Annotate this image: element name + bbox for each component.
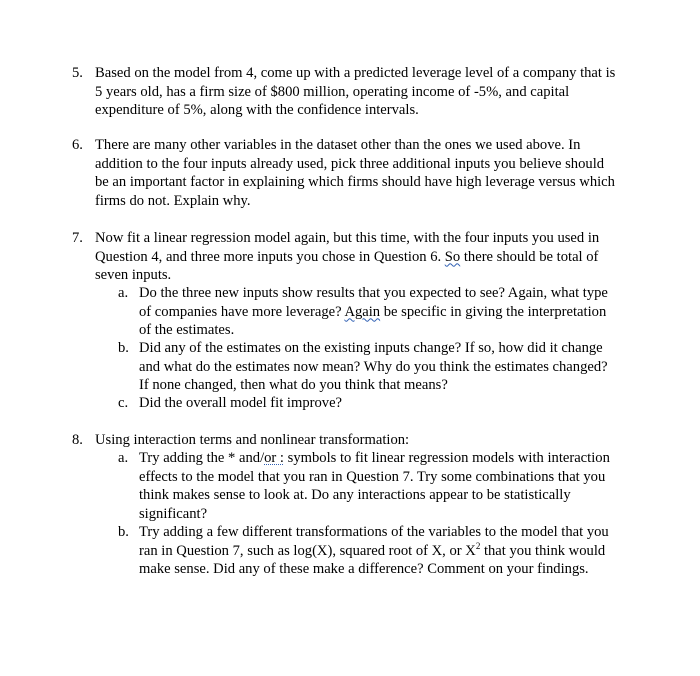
question-number: 7. <box>72 230 83 246</box>
spellcheck-underlined-word: So <box>444 248 461 265</box>
text-line: Do the three new inputs show results that you expected to see? Again, what type <box>139 285 608 301</box>
text-line <box>139 449 639 468</box>
text-line: of the estimates. <box>139 322 235 338</box>
text-line: be an important factor in explaining which firms should have high leverage versus which <box>95 174 615 190</box>
text-segment: Try adding the * and/ <box>139 450 265 466</box>
subquestion-label: c. <box>118 395 129 411</box>
subquestion-label: b. <box>118 524 129 540</box>
text-segment: Question 4, and three more inputs you chose in Question 6. <box>95 248 445 265</box>
text-line: Based on the model from 4, come up with a predicted leverage level of a company that is <box>95 65 616 81</box>
text-segment: ran in Question 7, such as log(X), squared root of X, or X <box>139 542 476 559</box>
text-line: 5 years old, has a firm size of $800 million, operating income of -5%, and capital <box>95 83 570 100</box>
subquestion-label: b. <box>118 340 129 356</box>
text-line: Try adding a few different transformations of the variables to the model that you <box>139 524 609 540</box>
superscript: 2 <box>475 540 481 551</box>
subquestion-label: a. <box>118 450 129 466</box>
text-segment: there should be total of <box>460 248 599 265</box>
spellcheck-underlined-word: Again <box>344 303 381 320</box>
text-line: Now fit a linear regression model again, but this time, with the four inputs you used in <box>95 230 600 246</box>
text-line: think makes sense to look at. Do any interactions appear to be statistically <box>139 487 571 503</box>
text-line: make sense. Did any of these make a difference? Comment on your findings. <box>139 561 589 577</box>
question-text <box>95 229 635 285</box>
subquestion-text <box>139 339 639 395</box>
question-number: 8. <box>72 432 83 448</box>
question-number: 5. <box>72 65 83 81</box>
question-text <box>95 64 635 120</box>
text-line: effects to the model that you ran in Question 7. Try some combinations that you <box>139 468 606 485</box>
text-line: seven inputs. <box>95 267 172 283</box>
subquestion-label: a. <box>118 285 129 301</box>
spellcheck-underlined-word: or : <box>264 450 284 466</box>
subquestion-text <box>139 523 639 579</box>
text-line: addition to the four inputs already used, pick three additional inputs you believe should <box>95 155 605 172</box>
text-line: firms do not. Explain why. <box>95 192 251 209</box>
subquestion-text <box>139 284 639 340</box>
subquestion-text <box>139 449 639 523</box>
text-line: There are many other variables in the dataset other than the ones we used above. In <box>95 137 581 153</box>
text-line: If none changed, then what do you think that means? <box>139 377 448 393</box>
text-line <box>139 542 639 561</box>
question-text <box>95 431 635 450</box>
text-line <box>139 303 639 322</box>
text-line: and what do the estimates now mean? Why do you think the estimates changed? <box>139 358 608 375</box>
text-line: expenditure of 5%, along with the confidence intervals. <box>95 102 419 118</box>
text-segment: symbols to fit linear regression models with interaction <box>284 450 610 466</box>
text-line: Did any of the estimates on the existing inputs change? If so, how did it change <box>139 340 603 356</box>
text-segment: be specific in giving the interpretation <box>380 303 607 320</box>
text-line: significant? <box>139 505 208 522</box>
text-line: Using interaction terms and nonlinear transformation: <box>95 432 410 448</box>
text-line <box>95 248 635 267</box>
text-line: Did the overall model fit improve? <box>139 395 343 411</box>
question-text <box>95 136 635 210</box>
text-segment: that you think would <box>480 542 606 559</box>
subquestion-text <box>139 394 639 413</box>
text-segment: of companies have more leverage? <box>139 303 345 320</box>
question-number: 6. <box>72 137 83 153</box>
